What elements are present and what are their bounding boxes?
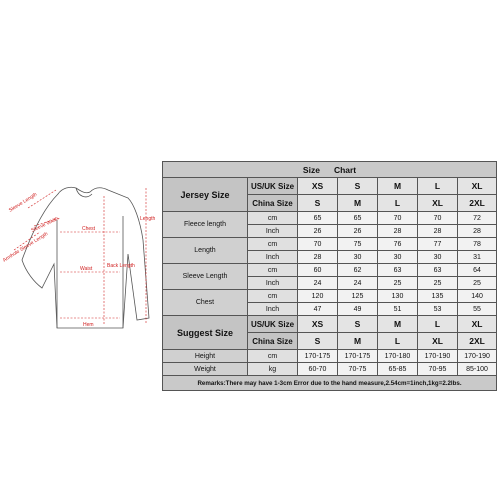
value-cell: 125 — [338, 290, 378, 303]
length-label: Length — [140, 216, 156, 222]
us-size-cell: M — [378, 178, 418, 195]
china-size-cell: 2XL — [458, 195, 497, 212]
value-cell: 28 — [298, 251, 338, 264]
value-cell: 77 — [418, 238, 458, 251]
value-cell: 28 — [418, 225, 458, 238]
unit-cell: Inch — [248, 303, 298, 316]
value-cell: 140 — [458, 290, 497, 303]
unit-cell: Inch — [248, 277, 298, 290]
value-cell: 55 — [458, 303, 497, 316]
value-cell: 53 — [418, 303, 458, 316]
us-size-cell: L — [418, 178, 458, 195]
value-cell: 65 — [298, 212, 338, 225]
unit-cell: cm — [248, 290, 298, 303]
waist-label: Waist — [80, 266, 93, 272]
china-size-cell: XL — [418, 195, 458, 212]
size-chart-title — [163, 162, 497, 178]
suggest-size-label: Suggest Size — [163, 316, 248, 350]
us-size-cell: XL — [458, 178, 497, 195]
value-cell: 26 — [298, 225, 338, 238]
value-cell: 170-175 — [338, 350, 378, 363]
value-cell: 25 — [458, 277, 497, 290]
suggest-us-size-cell: L — [418, 316, 458, 333]
suggest-china-size-label: China Size — [248, 333, 298, 350]
unit-cell: cm — [248, 238, 298, 251]
value-cell: 26 — [338, 225, 378, 238]
unit-cell: kg — [248, 363, 298, 376]
jersey-size-label: Jersey Size — [163, 178, 248, 212]
value-cell: 85-100 — [458, 363, 497, 376]
value-cell: 78 — [458, 238, 497, 251]
remarks-text: Remarks:There may have 1-3cm Error due to the hand measure,2.54cm=1inch,1kg=2.2lbs. — [163, 376, 497, 391]
measure-label: Fleece length — [163, 212, 248, 238]
back-length-label: Back Length — [107, 263, 135, 269]
value-cell: 72 — [458, 212, 497, 225]
value-cell: 62 — [338, 264, 378, 277]
value-cell: 170-180 — [378, 350, 418, 363]
sleeve-length-label: Sleeve Length — [7, 191, 39, 214]
unit-cell: cm — [248, 212, 298, 225]
jersey-measurement-diagram — [0, 168, 163, 338]
hem-label: Hem — [83, 322, 94, 328]
jersey-outline — [22, 187, 149, 328]
unit-cell: Inch — [248, 225, 298, 238]
weight-row — [163, 363, 497, 376]
value-cell: 135 — [418, 290, 458, 303]
value-cell: 65 — [338, 212, 378, 225]
value-cell: 51 — [378, 303, 418, 316]
value-cell: 28 — [458, 225, 497, 238]
value-cell: 70-95 — [418, 363, 458, 376]
value-cell: 70 — [378, 212, 418, 225]
value-cell: 25 — [418, 277, 458, 290]
suggest-china-size-cell: L — [378, 333, 418, 350]
armhole-sleeve-length-label: Armhole Sleeve Length — [1, 231, 50, 264]
us-size-cell: S — [338, 178, 378, 195]
value-cell: 70-75 — [338, 363, 378, 376]
value-cell: 30 — [418, 251, 458, 264]
value-cell: 63 — [378, 264, 418, 277]
suggest-us-size-label: US/UK Size — [248, 316, 298, 333]
measure-row — [163, 290, 497, 303]
suggest-us-size-cell: S — [338, 316, 378, 333]
value-cell: 60-70 — [298, 363, 338, 376]
measurement-guides — [14, 188, 146, 324]
size-chart-title-size: Size — [302, 164, 320, 175]
suggest-us-size-cell: XL — [458, 316, 497, 333]
value-cell: 60 — [298, 264, 338, 277]
china-size-cell: S — [298, 195, 338, 212]
value-cell: 63 — [418, 264, 458, 277]
height-label: Height — [163, 350, 248, 363]
suggest-china-size-cell: 2XL — [458, 333, 497, 350]
unit-cell: cm — [248, 350, 298, 363]
china-size-label: China Size — [248, 195, 298, 212]
value-cell: 64 — [458, 264, 497, 277]
value-cell: 31 — [458, 251, 497, 264]
value-cell: 49 — [338, 303, 378, 316]
measure-row — [163, 264, 497, 277]
us-size-label: US/UK Size — [248, 178, 298, 195]
suggest-china-size-cell: M — [338, 333, 378, 350]
suggest-china-size-cell: S — [298, 333, 338, 350]
china-size-cell: L — [378, 195, 418, 212]
value-cell: 47 — [298, 303, 338, 316]
measure-row — [163, 212, 497, 225]
remarks-row — [163, 376, 497, 391]
suggest-us-size-cell: M — [378, 316, 418, 333]
jersey-size-row-us — [163, 178, 497, 195]
value-cell: 120 — [298, 290, 338, 303]
title-row — [163, 162, 497, 178]
chest-label: Chest — [82, 226, 96, 232]
us-size-cell: XS — [298, 178, 338, 195]
value-cell: 70 — [298, 238, 338, 251]
sleeve-width-label: Sleeve Width — [30, 215, 60, 234]
value-cell: 30 — [338, 251, 378, 264]
unit-cell: cm — [248, 264, 298, 277]
value-cell: 70 — [418, 212, 458, 225]
size-chart-title-chart: Chart — [333, 164, 357, 175]
measure-row — [163, 238, 497, 251]
value-cell: 75 — [338, 238, 378, 251]
value-cell: 25 — [378, 277, 418, 290]
china-size-cell: M — [338, 195, 378, 212]
value-cell: 30 — [378, 251, 418, 264]
unit-cell: Inch — [248, 251, 298, 264]
value-cell: 28 — [378, 225, 418, 238]
value-cell: 170-190 — [458, 350, 497, 363]
suggest-size-row-us — [163, 316, 497, 333]
suggest-us-size-cell: XS — [298, 316, 338, 333]
measure-label: Length — [163, 238, 248, 264]
suggest-china-size-cell: XL — [418, 333, 458, 350]
value-cell: 24 — [298, 277, 338, 290]
value-cell: 170-190 — [418, 350, 458, 363]
value-cell: 65-85 — [378, 363, 418, 376]
weight-label: Weight — [163, 363, 248, 376]
measure-label: Chest — [163, 290, 248, 316]
value-cell: 130 — [378, 290, 418, 303]
value-cell: 170-175 — [298, 350, 338, 363]
value-cell: 24 — [338, 277, 378, 290]
height-row — [163, 350, 497, 363]
value-cell: 76 — [378, 238, 418, 251]
measure-label: Sleeve Length — [163, 264, 248, 290]
size-chart-table — [162, 161, 497, 391]
